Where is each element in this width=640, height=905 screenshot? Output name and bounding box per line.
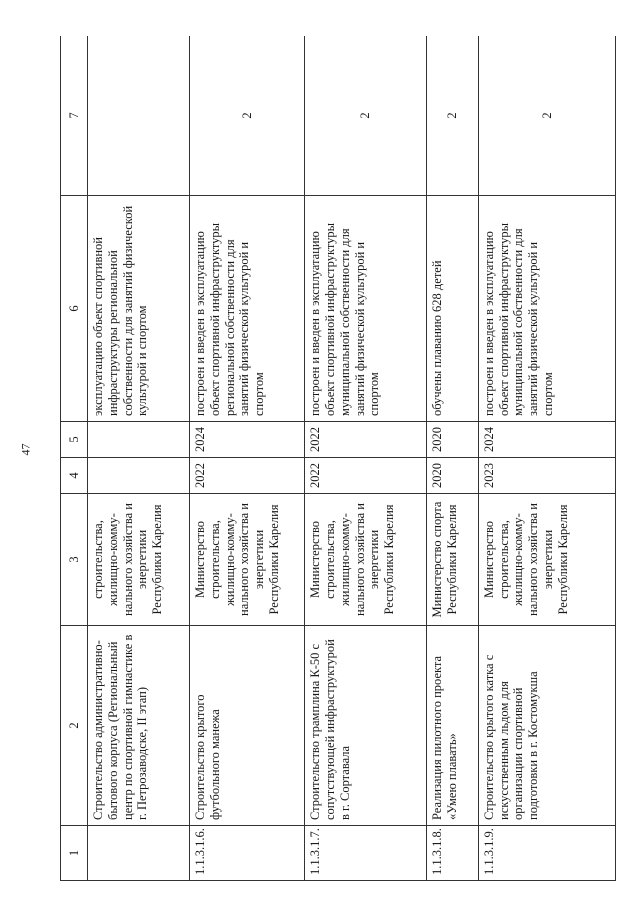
column-7-value: 2 <box>190 36 305 196</box>
measure-name: Строительство крытого катка с искусственным льдом для организации спортивной подготовки в г. Костомукша <box>478 626 615 826</box>
table-row <box>427 36 479 881</box>
row-number: 1.1.3.1.9. <box>478 826 615 881</box>
measure-name: Реализация пилотного проекта «Умею плавать» <box>427 626 479 826</box>
column-7-value: 2 <box>427 36 479 196</box>
responsible-agency: Министерство строительства, жилищно-комму-нального хозяйства и энергетики Республики Карелия <box>478 494 615 626</box>
end-year: 2024 <box>478 422 615 458</box>
header-cell: 5 <box>61 422 88 458</box>
column-7-value: 2 <box>305 36 427 196</box>
row-number: 1.1.3.1.6. <box>190 826 305 881</box>
expected-result: обучены плаванию 628 детей <box>427 196 479 422</box>
column-7-value <box>88 36 190 196</box>
header-row <box>61 36 88 881</box>
table-container <box>60 36 616 881</box>
measure-name: Строительство трамплина К-50 с сопутствующей инфраструктурой в г. Сортавала <box>305 626 427 826</box>
rotated-table-frame <box>60 36 616 881</box>
responsible-agency: Министерство строительства, жилищно-комму-нального хозяйства и энергетики Республики Карелия <box>305 494 427 626</box>
start-year: 2023 <box>478 458 615 494</box>
page-number: 47 <box>18 443 33 456</box>
header-cell: 4 <box>61 458 88 494</box>
expected-result: эксплуатацию объект спортивной инфраструктуры региональной собственности для занятий физической культурой и спортом <box>88 196 190 422</box>
end-year: 2020 <box>427 422 479 458</box>
header-cell: 1 <box>61 826 88 881</box>
measure-name: Строительство административно-бытового корпуса (Региональный центр по спортивной гимнастике в г. Петрозаводске, II этап) <box>88 626 190 826</box>
header-cell: 6 <box>61 196 88 422</box>
row-number: 1.1.3.1.8. <box>427 826 479 881</box>
responsible-agency: Министерство спорта Республики Карелия <box>427 494 479 626</box>
table-row <box>88 36 190 881</box>
expected-result: построен и введен в эксплуатацию объект спортивной инфраструктуры муниципальной собственности для занятий физической культурой и спортом <box>305 196 427 422</box>
header-cell: 2 <box>61 626 88 826</box>
start-year: 2020 <box>427 458 479 494</box>
responsible-agency: Министерство строительства, жилищно-комму-нального хозяйства и энергетики Республики Карелия <box>190 494 305 626</box>
table-row <box>478 36 615 881</box>
end-year: 2024 <box>190 422 305 458</box>
measure-name: Строительство крытого футбольного манежа <box>190 626 305 826</box>
expected-result: построен и введен в эксплуатацию объект спортивной инфраструктуры региональной собственности для занятий физической культурой и спортом <box>190 196 305 422</box>
start-year <box>88 458 190 494</box>
row-number <box>88 826 190 881</box>
start-year: 2022 <box>305 458 427 494</box>
start-year: 2022 <box>190 458 305 494</box>
measures-table <box>60 36 616 881</box>
end-year <box>88 422 190 458</box>
responsible-agency: строительства, жилищно-комму-нального хозяйства и энергетики Республики Карелия <box>88 494 190 626</box>
column-7-value: 2 <box>478 36 615 196</box>
end-year: 2022 <box>305 422 427 458</box>
table-row <box>305 36 427 881</box>
table-row <box>190 36 305 881</box>
header-cell: 3 <box>61 494 88 626</box>
row-number: 1.1.3.1.7. <box>305 826 427 881</box>
header-cell: 7 <box>61 36 88 196</box>
expected-result: построен и введен в эксплуатацию объект спортивной инфраструктуры муниципальной собственности для занятий физической культурой и спортом <box>478 196 615 422</box>
